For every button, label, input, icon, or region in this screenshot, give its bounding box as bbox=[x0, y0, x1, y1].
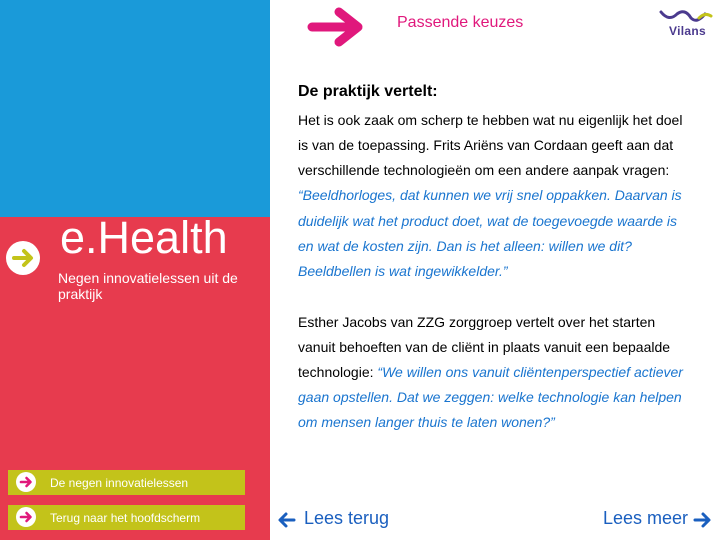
ehealth-arrow-badge bbox=[6, 241, 40, 275]
menu-badge bbox=[16, 507, 36, 527]
body-line: Het is ook zaak om scherp te hebben wat nu eigenlijk het doel bbox=[298, 112, 683, 128]
arrow-left-icon bbox=[276, 508, 298, 532]
menu-button-label: Terug naar het hoofdscherm bbox=[50, 511, 201, 525]
quote-text: “We willen ons vanuit cliëntenperspectief actiever bbox=[377, 364, 683, 380]
lees-terug-label: Lees terug bbox=[304, 508, 390, 528]
body-line: vanuit behoeften van de cliënt in plaats vanuit een bepaalde bbox=[298, 339, 671, 355]
section-title: De praktijk vertelt: bbox=[298, 83, 438, 100]
quote-line: en wat de kosten zijn. Dan is het alleen: willen we dit? bbox=[298, 238, 632, 254]
quote-line: “Beeldhorloges, dat kunnen we vrij snel oppakken. Daarvan is bbox=[298, 187, 682, 203]
arrow-right-icon bbox=[306, 4, 368, 50]
menu-button-hoofdscherm[interactable] bbox=[8, 505, 245, 530]
menu-button-label: De negen innovatielessen bbox=[50, 476, 189, 490]
logo-text: Vilans bbox=[669, 24, 706, 38]
body-line: verschillende technologieën om een andere aanpak vragen: bbox=[298, 162, 670, 178]
quote-line: gaan opstellen. Dat we zeggen: welke technologie kan helpen bbox=[298, 389, 682, 405]
header-title: Passende keuzes bbox=[397, 14, 524, 31]
body-line-mixed bbox=[298, 364, 683, 380]
body-line: Esther Jacobs van ZZG zorggroep vertelt over het starten bbox=[298, 314, 656, 330]
left-panel-blue bbox=[0, 0, 270, 217]
quote-line: duidelijk wat het product doet, wat de toegevoegde waarde is bbox=[298, 213, 678, 229]
arrow-right-icon bbox=[16, 507, 36, 527]
body-line: is van de toepassing. Frits Ariëns van Cordaan geeft aan dat bbox=[298, 137, 674, 153]
arrow-right-icon bbox=[691, 508, 713, 532]
menu-badge bbox=[16, 472, 36, 492]
quote-line: om mensen langer thuis te laten wonen?” bbox=[298, 414, 555, 430]
arrow-right-icon bbox=[16, 472, 36, 492]
lees-meer-label: Lees meer bbox=[603, 508, 689, 528]
quote-line: Beeldbellen is wat ingewikkelder.” bbox=[298, 263, 508, 279]
menu-button-innovatielessen[interactable] bbox=[8, 470, 245, 495]
body-text: technologie: bbox=[298, 364, 378, 380]
ehealth-title: e.Health bbox=[60, 212, 228, 263]
ehealth-subtitle: Negen innovatielessen uit de praktijk bbox=[58, 270, 238, 302]
arrow-right-icon bbox=[6, 241, 40, 275]
